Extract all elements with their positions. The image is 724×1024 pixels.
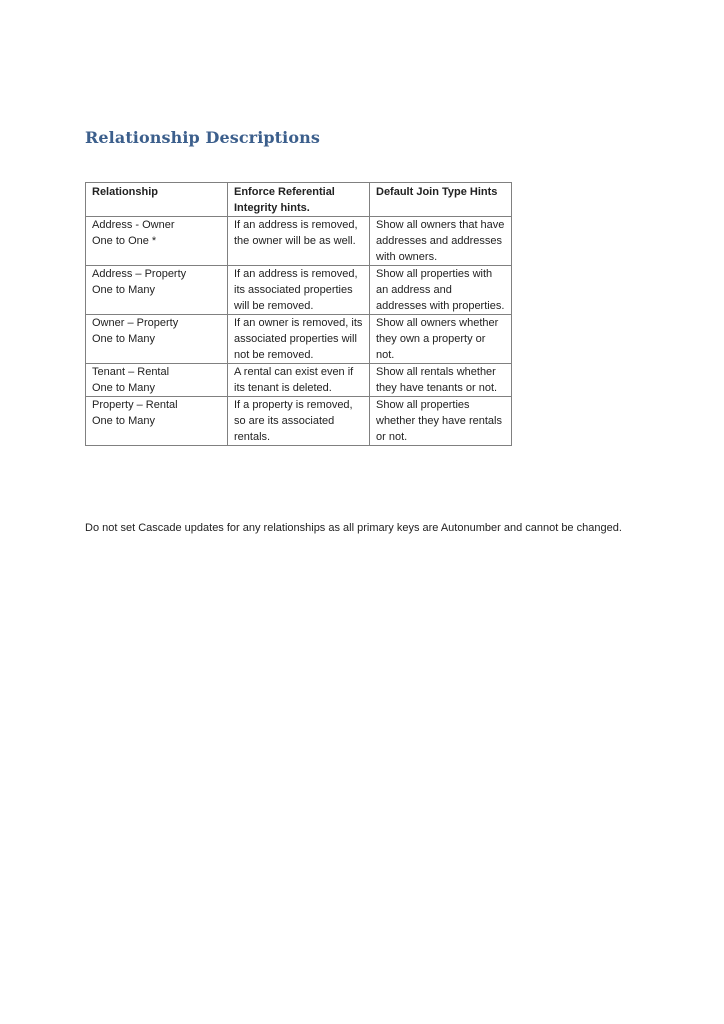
integrity-cell: If an address is removed, the owner will be as well. xyxy=(228,217,370,266)
section-heading: Relationship Descriptions xyxy=(85,128,320,147)
relationship-cell xyxy=(86,315,228,364)
table-row xyxy=(86,266,512,315)
integrity-cell: If an address is removed, its associated properties will be removed. xyxy=(228,266,370,315)
relationship-cardinality: One to Many xyxy=(92,415,155,427)
join-type-cell: Show all properties whether they have rentals or not. xyxy=(370,397,512,446)
join-type-cell: Show all rentals whether they have tenants or not. xyxy=(370,364,512,397)
integrity-cell: If a property is removed, so are its associated rentals. xyxy=(228,397,370,446)
relationship-name: Owner – Property xyxy=(92,317,179,329)
header-integrity: Enforce Referential Integrity hints. xyxy=(228,183,370,217)
header-relationship: Relationship xyxy=(86,183,228,217)
table-row xyxy=(86,364,512,397)
table-header-row xyxy=(86,183,512,217)
relationship-name: Address – Property xyxy=(92,268,187,280)
table-row xyxy=(86,397,512,446)
table-row xyxy=(86,315,512,364)
cascade-note: Do not set Cascade updates for any relationships as all primary keys are Autonumber and cannot be changed. xyxy=(85,522,622,534)
relationship-cell xyxy=(86,364,228,397)
join-type-cell: Show all owners whether they own a property or not. xyxy=(370,315,512,364)
table-row xyxy=(86,217,512,266)
relationship-name: Address - Owner xyxy=(92,219,175,231)
relationship-name: Tenant – Rental xyxy=(92,366,170,378)
integrity-cell: If an owner is removed, its associated properties will not be removed. xyxy=(228,315,370,364)
join-type-cell: Show all owners that have addresses and addresses with owners. xyxy=(370,217,512,266)
relationship-cardinality: One to Many xyxy=(92,333,155,345)
relationship-cell xyxy=(86,217,228,266)
integrity-cell: A rental can exist even if its tenant is deleted. xyxy=(228,364,370,397)
relationship-cell xyxy=(86,266,228,315)
relationship-cardinality: One to Many xyxy=(92,284,155,296)
relationship-cell xyxy=(86,397,228,446)
relationship-cardinality: One to Many xyxy=(92,382,155,394)
relationship-table xyxy=(85,182,512,446)
relationship-cardinality: One to One * xyxy=(92,235,157,247)
join-type-cell: Show all properties with an address and addresses with properties. xyxy=(370,266,512,315)
header-join-type: Default Join Type Hints xyxy=(370,183,512,217)
relationship-name: Property – Rental xyxy=(92,399,178,411)
